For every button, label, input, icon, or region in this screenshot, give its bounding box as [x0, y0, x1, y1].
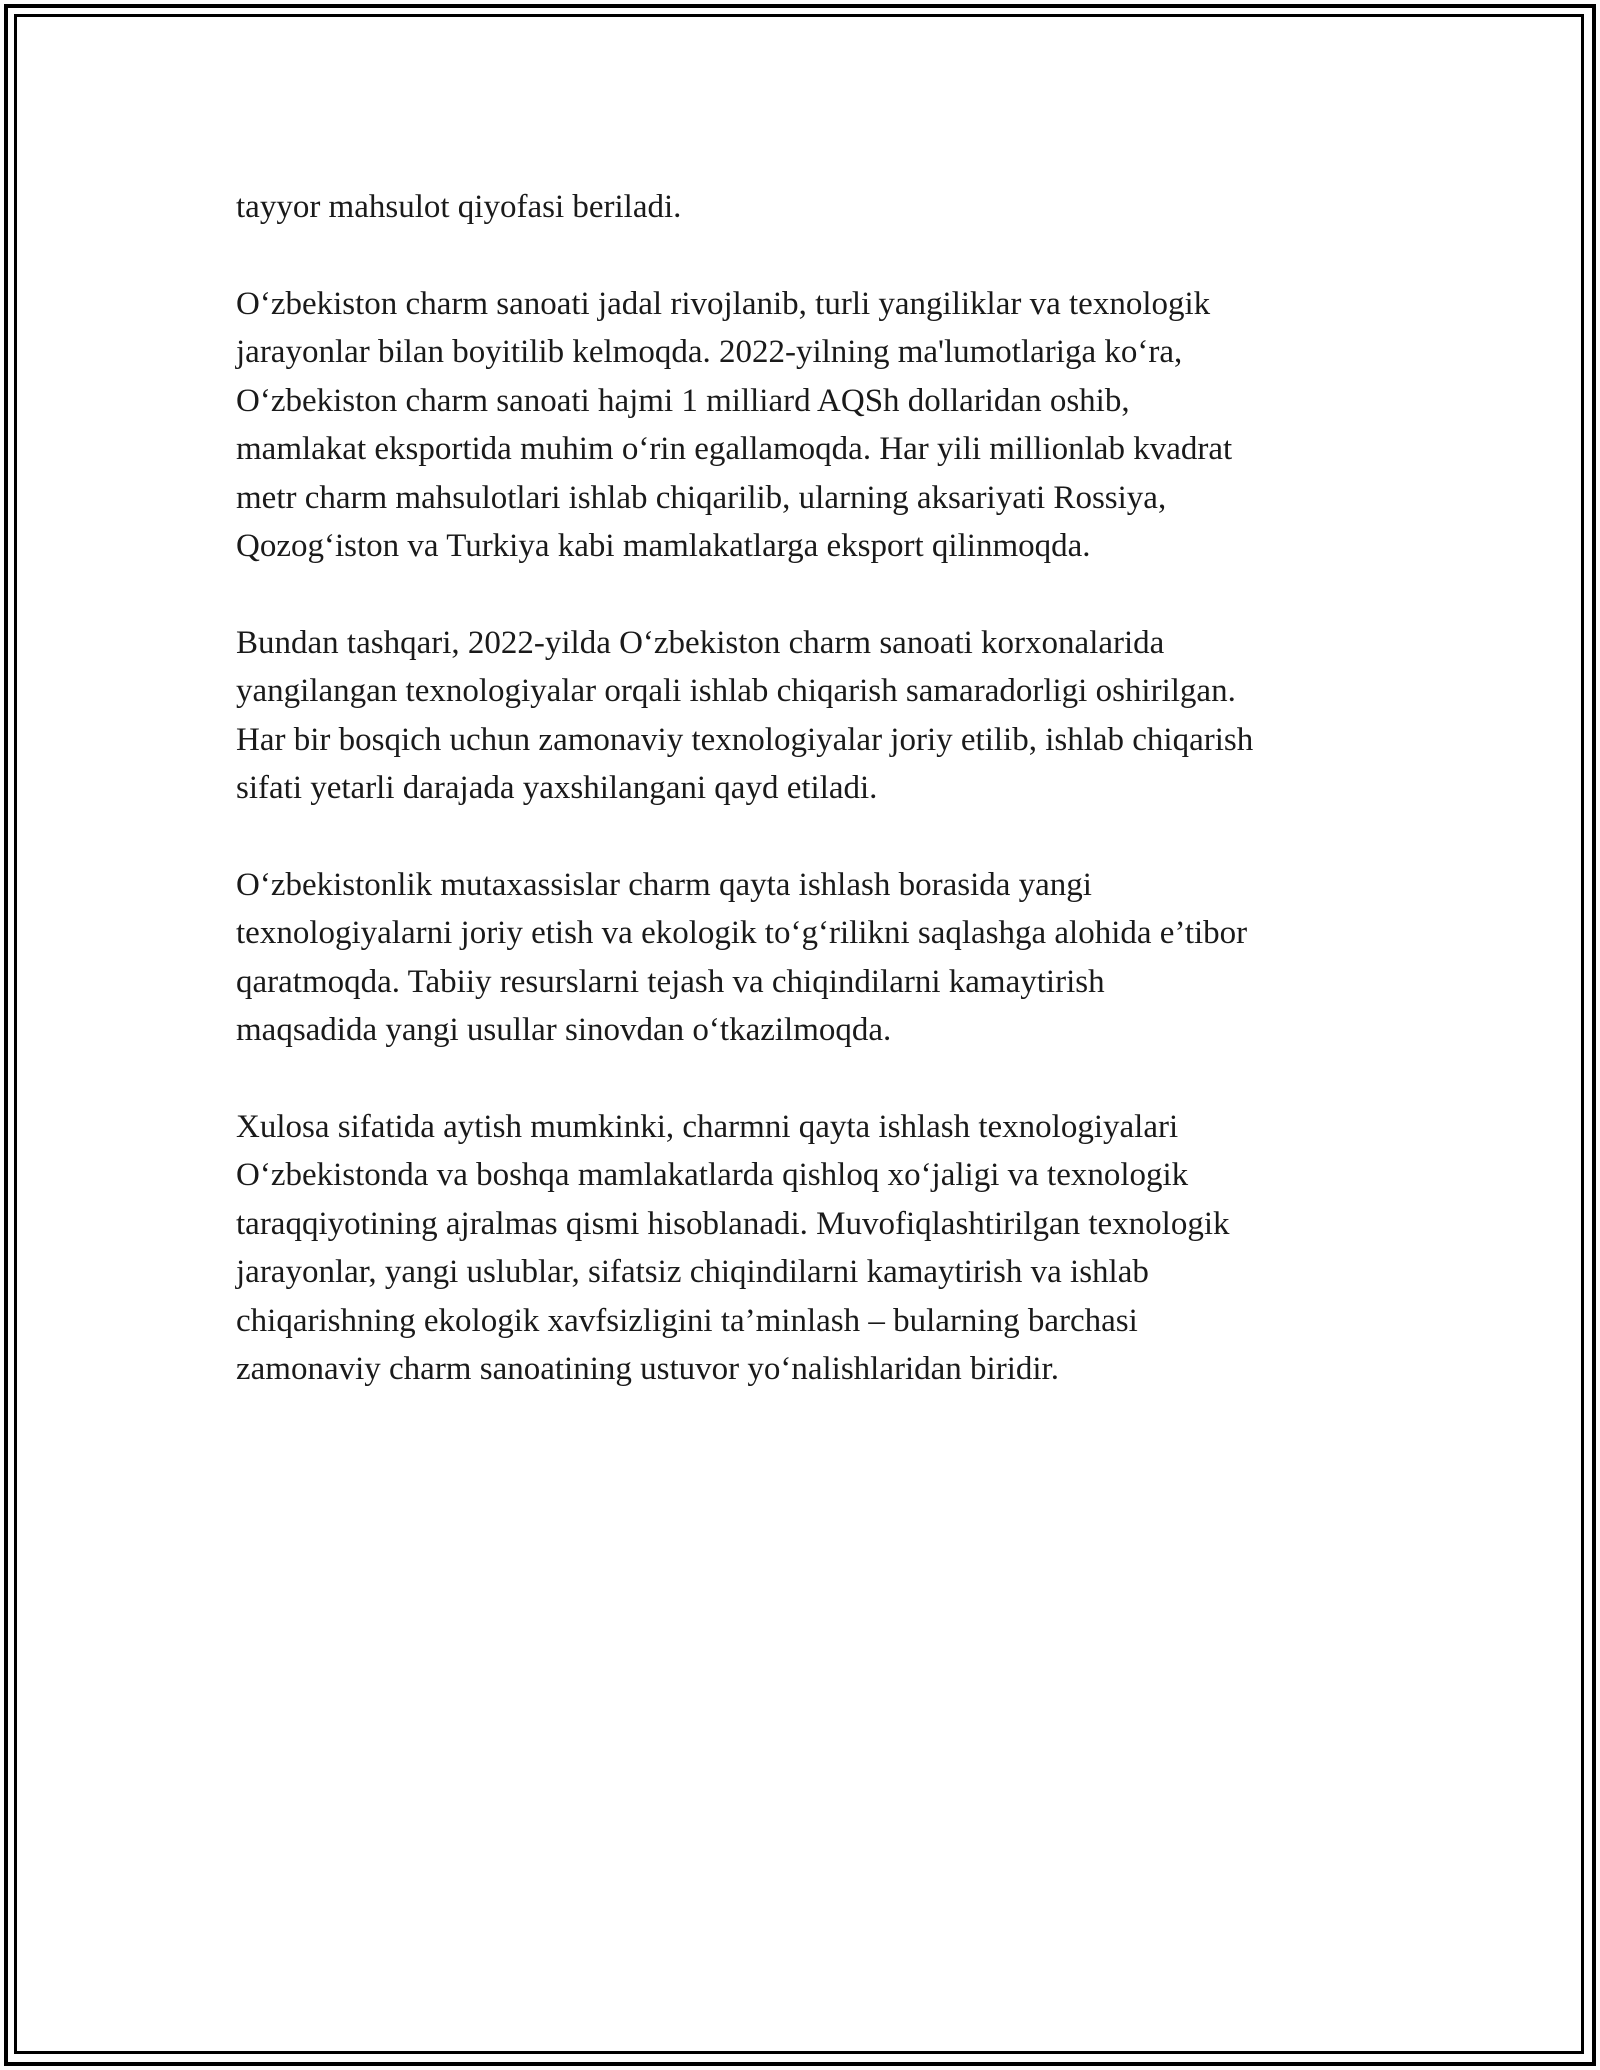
paragraph-continuation: tayyor mahsulot qiyofasi beriladi. [236, 189, 682, 225]
paragraph-technology-efficiency: Bundan tashqari, 2022-yilda O‘zbekiston charm sanoati korxonalarida yangilangan texnologiyalar orqali ishlab chiqarish samaradorligi oshirilgan. Har bir bosqich uchun zamonaviy texnologiyalar joriy etilib, ishlab chiqarish sifati yetarli darajada yaxshilangani qayd etiladi. [236, 624, 1254, 806]
paragraph-ecology: O‘zbekistonlik mutaxassislar charm qayta ishlash borasida yangi texnologiyalarni joriy etish va ekologik to‘g‘rilikni saqlashga alohida e’tibor qaratmoqda. Tabiiy resurslarni tejash va chiqindilarni kamaytirish maqsadida yangi usullar sinovdan o‘tkazilmoqda. [236, 866, 1248, 1048]
paragraph-industry-overview: O‘zbekiston charm sanoati jadal rivojlanib, turli yangiliklar va texnologik jarayonlar bilan boyitilib kelmoqda. 2022-yilning ma'lumotlariga ko‘ra, O‘zbekiston charm sanoati hajmi 1 milliard AQSh dollaridan oshib, mamlakat eksportida muhim o‘rin egallamoqda. Har yili millionlab kvadrat metr charm mahsulotlari ishlab chiqarilib, ularning aksariyati Rossiya, Qozog‘iston va Turkiya kabi mamlakatlarga eksport qilinmoqda. [236, 285, 1233, 564]
document-body [236, 183, 1396, 1442]
paragraph-conclusion: Xulosa sifatida aytish mumkinki, charmni qayta ishlash texnologiyalari O‘zbekistonda va boshqa mamlakatlarda qishloq xo‘jaligi va texnologik taraqqiyotining ajralmas qismi hisoblanadi. Muvofiqlashtirilgan texnologik jarayonlar, yangi uslublar, sifatsiz chiqindilarni kamaytirish va ishlab chiqarishning ekologik xavfsizligini ta’minlash – bularning barchasi zamonaviy charm sanoatining ustuvor yo‘nalishlaridan biridir. [236, 1108, 1230, 1387]
